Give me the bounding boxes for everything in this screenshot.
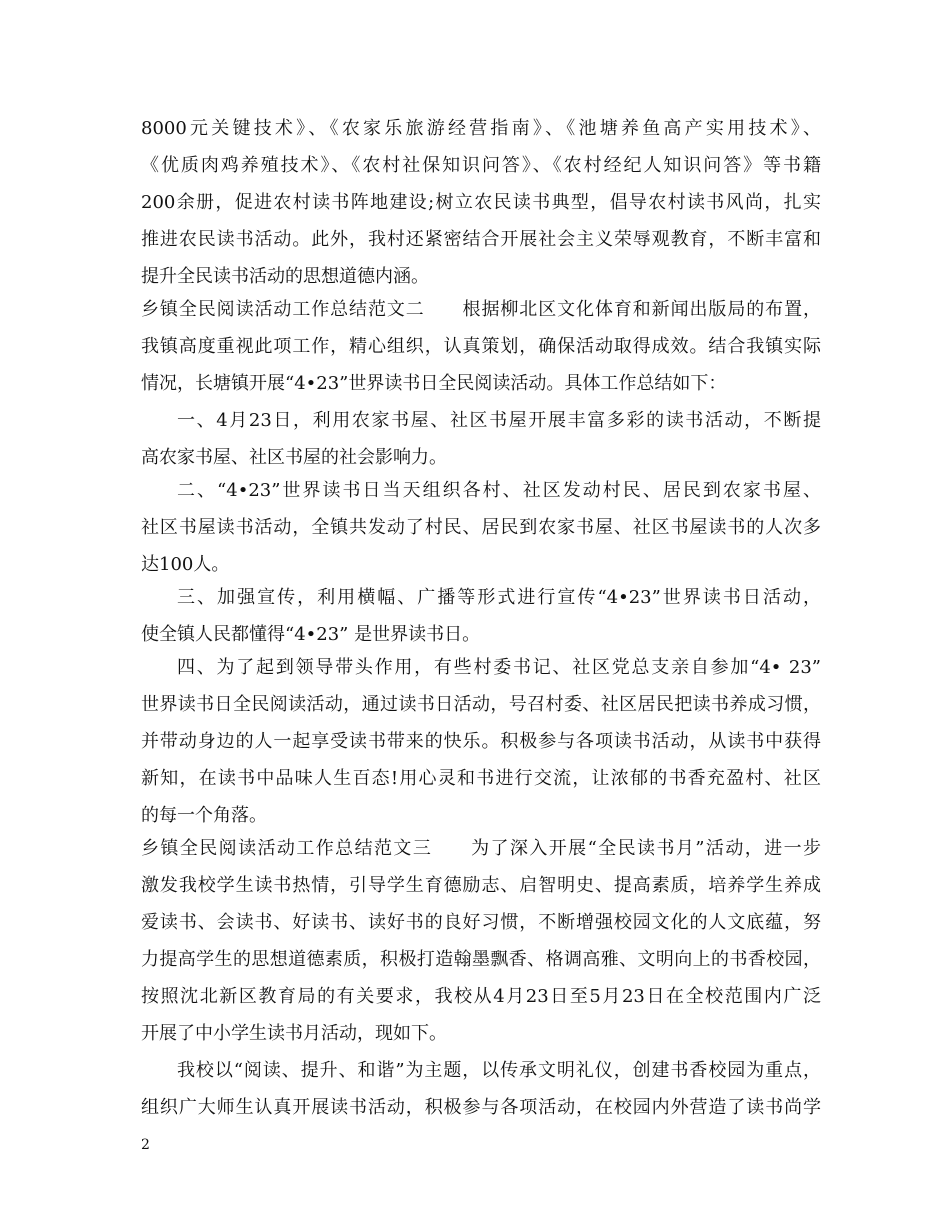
body-line: 组织广大师生认真开展读书活动，积极参与各项活动，在校园内外营造了读书尚学 bbox=[141, 1097, 821, 1118]
body-line: 社区书屋读书活动，全镇共发动了村民、居民到农家书屋、社区书屋读书的人次多 bbox=[141, 517, 821, 538]
body-line: 世界读书日全民阅读活动，通过读书日活动，号召村委、社区居民把读书养成习惯， bbox=[141, 694, 821, 715]
body-line: 《优质肉鸡养殖技术》、《农村社保知识问答》、《农村经纪人知识问答》等书籍 bbox=[141, 155, 821, 176]
paragraph-first-line: 三、加强宣传，利用横幅、广播等形式进行宣传“4•23”世界读书日活动， bbox=[177, 587, 821, 608]
body-line: 使全镇人民都懂得“4•23” 是世界读书日。 bbox=[141, 624, 481, 645]
body-line: 高农家书屋、社区书屋的社会影响力。 bbox=[141, 447, 447, 468]
body-line: 推进农民读书活动。此外，我村还紧密结合开展社会主义荣辱观教育，不断丰富和 bbox=[141, 229, 821, 250]
section-heading-line: 乡镇全民阅读活动工作总结范文二 根据柳北区文化体育和新闻出版局的布置， bbox=[141, 299, 821, 320]
body-line: 爱读书、会读书、好读书、读好书的良好习惯，不断增强校园文化的人文底蕴，努 bbox=[141, 912, 821, 933]
paragraph-first-line: 二、“4•23”世界读书日当天组织各村、社区发动村民、居民到农家书屋、 bbox=[177, 480, 821, 501]
body-line: 8000元关键技术》、《农家乐旅游经营指南》、《池塘养鱼高产实用技术》、 bbox=[141, 118, 821, 139]
body-line: 并带动身边的人一起享受读书带来的快乐。积极参与各项读书活动，从读书中获得 bbox=[141, 731, 821, 752]
body-line: 新知，在读书中品味人生百态!用心灵和书进行交流，让浓郁的书香充盈村、社区 bbox=[141, 768, 821, 789]
body-line: 200余册，促进农村读书阵地建设;树立农民读书典型，倡导农村读书风尚，扎实 bbox=[141, 192, 821, 213]
body-line: 激发我校学生读书热情，引导学生育德励志、启智明史、提高素质，培养学生养成 bbox=[141, 875, 821, 896]
body-line: 的每一个角落。 bbox=[141, 805, 267, 826]
page-number: 2 bbox=[141, 1137, 150, 1153]
body-line: 达100人。 bbox=[141, 554, 230, 575]
body-line: 情况，长塘镇开展“4•23”世界读书日全民阅读活动。具体工作总结如下： bbox=[141, 373, 727, 394]
body-line: 按照沈北新区教育局的有关要求，我校从4月23日至5月23日在全校范围内广泛 bbox=[141, 986, 821, 1007]
body-line: 我镇高度重视此项工作，精心组织，认真策划，确保活动取得成效。结合我镇实际 bbox=[141, 336, 821, 357]
body-line: 力提高学生的思想道德素质，积极打造翰墨飘香、格调高雅、文明向上的书香校园， bbox=[141, 949, 821, 970]
section-heading-line: 乡镇全民阅读活动工作总结范文三 为了深入开展“全民读书月”活动，进一步 bbox=[141, 838, 821, 859]
body-line: 开展了中小学生读书月活动，现如下。 bbox=[141, 1023, 447, 1044]
paragraph-first-line: 我校以“阅读、提升、和谐”为主题，以传承文明礼仪，创建书香校园为重点， bbox=[177, 1060, 821, 1081]
paragraph-first-line: 四、为了起到领导带头作用，有些村委书记、社区党总支亲自参加“4• 23” bbox=[177, 657, 821, 678]
body-line: 提升全民读书活动的思想道德内涵。 bbox=[141, 266, 429, 287]
paragraph-first-line: 一、4月23日，利用农家书屋、社区书屋开展丰富多彩的读书活动，不断提 bbox=[177, 410, 821, 431]
